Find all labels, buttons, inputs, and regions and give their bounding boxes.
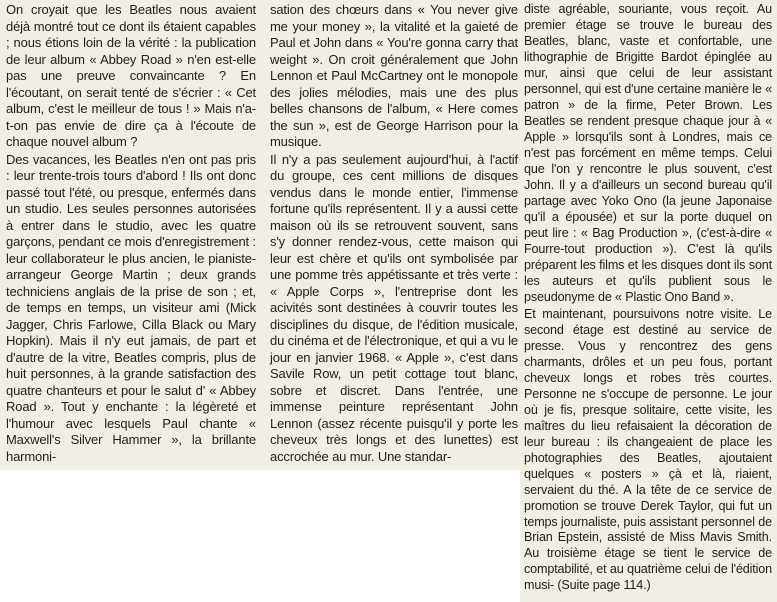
article-column-2 xyxy=(270,2,518,465)
article-column-3 xyxy=(524,2,772,594)
paragraph: Il n'y a pas seulement aujourd'hui, à l'actif du groupe, ces cent millions de disques vendus dans le monde entier, l'immense fortune qu'ils représentent. Il y a aussi cette maison où ils se retrouvent souvent, sans s'y donner rendez-vous, cette maison qui leur est chère et qu'ils ont symbolisée par une pomme très appétissante et très verte : « Apple Corps », l'entreprise dont les acivités sont destinées à couvrir toutes les disciplines du disque, de l'édition musicale, du cinéma et de l'électronique, et qui a vu le jour en janvier 1968. « Apple », c'est dans Savile Row, un petit cottage tout blanc, sobre et discret. Dans l'entrée, une immense peinture représentant John Lennon (assez récente puisqu'il y porte les cheveux très longs et des lunettes) est accrochée au mur. Une standar- xyxy=(270,151,518,464)
blank-area xyxy=(0,470,520,602)
paragraph: Et maintenant, poursuivons notre visite. Le second étage est destiné au service de presse. Vous y rencontrez des gens charmants, drôles et un peu fous, portant cheveux longs et robes très courtes. Personne ne s'occupe de personne. Le jour où je fis, presque solitaire, cette visite, les maîtres du lieu refaisaient la décoration de leur bureau : ils changeaient de place les photographies des Beatles, ajoutaient quelques « posters » çà et là, riaient, servaient du thé. A la tête de ce service de promotion se trouve Derek Taylor, qui fut un temps journaliste, puis assistant personnel de Brian Epstein, assisté de Miss Mavis Smith. Au troisième étage se tient le service de comptabilité, et au quatrième celui de l'édition musi- (Suite page 114.) xyxy=(524,306,772,593)
article-column-1 xyxy=(6,2,256,465)
paragraph: On croyait que les Beatles nous avaient déjà montré tout ce dont ils étaient capables ; nous étions loin de la vérité : la publication de leur album « Abbey Road » n'en est-elle pas une preuve convaincante ? En l'écoutant, on serait tenté de s'écrier : « Cet album, c'est le meilleur de tous ! » Mais n'a-t-on pas envie de dire ça à l'écoute de chaque nouvel album ? xyxy=(6,2,256,150)
paragraph: diste agréable, souriante, vous reçoit. Au premier étage se trouve le bureau des Beatles, blanc, vaste et confortable, une lithographie de Brigitte Bardot épinglée au mur, ainsi que celui de leur assistant personnel, qui est d'une certaine manière le « patron » de la firme, Peter Brown. Les Beatles se rendent presque chaque jour à « Apple » lorsqu'ils sont à Londres, mais ce n'est pas forcément en même temps. Celui que l'on y rencontre le plus souvent, c'est John. Il y a d'ailleurs un second bureau qu'il partage avec Yoko Ono (la jeune Japonaise qu'il a épousée) et sur la porte duquel on peut lire : « Bag Production », (c'est-à-dire « Fourre-tout production »). C'est là qu'ils préparent les films et les disques dont ils sont les auteurs et qu'ils publient sous le pseudonyme de « Plastic Ono Band ». xyxy=(524,2,772,304)
paragraph: Des vacances, les Beatles n'en ont pas pris : leur trente-trois tours d'abord ! Ils ont donc passé tout l'été, ou presque, enfermés dans un studio. Les seules personnes autorisées à entrer dans le studio, avec les quatre garçons, pendant ce mois d'enregistrement : leur collaborateur le plus ancien, le pianiste-arrangeur George Martin ; deux grands techniciens anglais de la prise de son ; et, de temps en temps, un visiteur ami (Mick Jagger, Chris Farlowe, Cilla Black ou Mary Hopkin). Mais il n'y eut jamais, de part et d'autre de la vitre, Beatles compris, plus de huit personnes, à la grande satisfaction des quatre chanteurs et pour le salut d' « Abbey Road ». Tout y enchante : la légèreté et l'humour avec lesquels Paul chante « Maxwell's Silver Hammer », la brillante harmoni- xyxy=(6,151,256,464)
paragraph: sation des chœurs dans « You never give me your money », la vitalité et la gaieté de Paul et John dans « You're gonna carry that weight ». On croit généralement que John Lennon et Paul McCartney ont le monopole des jolies mélodies, mais une des plus belles chansons de l'album, « Here comes the sun », est de George Harrison pour la musique. xyxy=(270,2,518,150)
